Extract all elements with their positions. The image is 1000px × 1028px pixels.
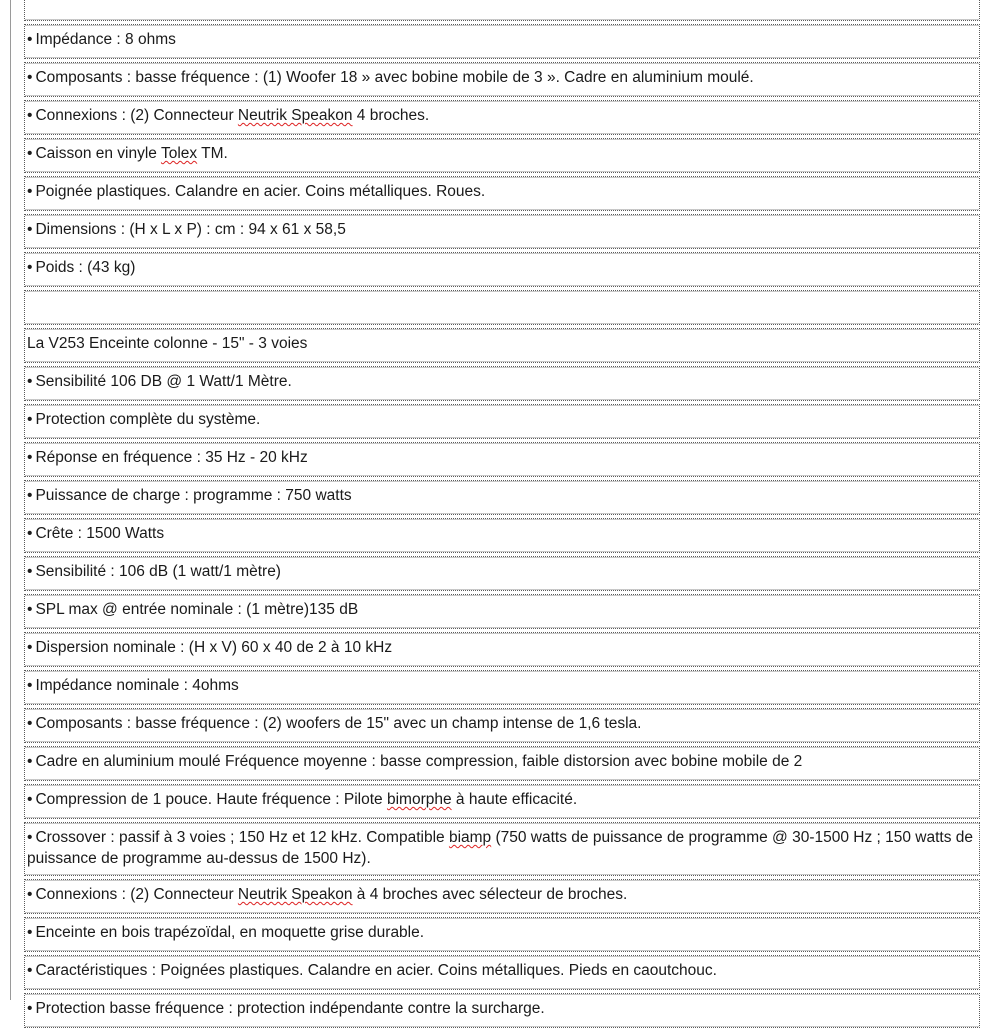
bullet-marker: • [27,69,33,86]
table-row[interactable] [24,556,980,591]
row-text: Caractéristiques : Poignées plastiques. Calandre en acier. Coins métalliques. Pieds en caoutchouc. [35,962,717,979]
row-text: Réponse en fréquence : 35 Hz - 20 kHz [35,449,308,466]
bullet-marker: • [27,411,33,428]
row-text: Poids : (43 kg) [35,259,136,276]
row-text: Composants : basse fréquence : (2) woofers de 15" avec un champ intense de 1,6 tesla. [35,715,642,732]
table-row[interactable] [24,24,980,59]
bullet-marker: • [27,107,33,124]
bullet-marker: • [27,221,33,238]
bullet-marker: • [27,791,33,808]
table-row[interactable] [24,100,980,135]
row-text: Puissance de charge : programme : 750 watts [35,487,352,504]
bullet-marker: • [27,924,33,941]
table-row[interactable] [24,290,980,325]
row-text: à 4 broches avec sélecteur de broches. [352,886,628,903]
row-text: Caisson en vinyle [35,145,161,162]
row-text: Protection basse fréquence : protection indépendante contre la surcharge. [35,1000,545,1017]
bullet-marker: • [27,715,33,732]
bullet-marker: • [27,639,33,656]
bullet-marker: • [27,753,33,770]
bullet-marker: • [27,886,33,903]
bullet-marker: • [27,487,33,504]
row-text: Composants : basse fréquence : (1) Woofer 18 » avec bobine mobile de 3 ». Cadre en aluminium moulé. [35,69,754,86]
bullet-marker: • [27,259,33,276]
table-row[interactable] [24,784,980,819]
row-text: Sensibilité : 106 dB (1 watt/1 mètre) [35,563,281,580]
row-text: Cadre en aluminium moulé Fréquence moyenne : basse compression, faible distorsion avec bobine mobile de 2 [35,753,803,770]
table-row[interactable] [24,879,980,914]
spellcheck-flagged-word: biamp [448,829,492,846]
table-row[interactable] [24,993,980,1028]
row-text: Dimensions : (H x L x P) : cm : 94 x 61 x 58,5 [35,221,346,238]
bullet-marker: • [27,525,33,542]
row-text: SPL max @ entrée nominale : (1 mètre)135 dB [35,601,359,618]
table-row[interactable] [24,955,980,990]
bullet-marker: • [27,601,33,618]
row-text: TM. [197,145,228,162]
table-row[interactable] [24,822,980,876]
spellcheck-flagged-word: Tolex [160,145,198,162]
bullet-marker: • [27,962,33,979]
table-row[interactable] [24,594,980,629]
row-text: 4 broches. [352,107,430,124]
row-text: Crête : 1500 Watts [35,525,165,542]
spellcheck-flagged-word: bimorphe [386,791,452,808]
table-row[interactable] [24,62,980,97]
table-row[interactable] [24,632,980,667]
table-row[interactable] [24,176,980,211]
table-row[interactable] [24,518,980,553]
bullet-marker: • [27,183,33,200]
row-text: Crossover : passif à 3 voies ; 150 Hz et 12 kHz. Compatible [35,829,449,846]
row-text: Poignée plastiques. Calandre en acier. Coins métalliques. Roues. [35,183,486,200]
table-row[interactable] [24,746,980,781]
row-text: Protection complète du système. [35,411,261,428]
row-text: La V253 Enceinte colonne - 15" - 3 voies [27,335,308,352]
table-row[interactable] [24,917,980,952]
table-row[interactable] [24,214,980,249]
table-row[interactable] [24,328,980,363]
table-row[interactable] [24,670,980,705]
row-text: Connexions : (2) Connecteur [35,107,238,124]
row-text: Connexions : (2) Connecteur [35,886,238,903]
table-row[interactable] [24,480,980,515]
table-row[interactable] [24,442,980,477]
row-text: à haute efficacité. [451,791,578,808]
bullet-marker: • [27,449,33,466]
row-text: (750 watts de puissance de programme @ 30-1500 Hz ; 150 watts de puissance de programme au-dessus de 1500 Hz). [27,829,974,867]
row-text: Enceinte en bois trapézoïdal, en moquette grise durable. [35,924,425,941]
bullet-marker: • [27,373,33,390]
row-text: Compression de 1 pouce. Haute fréquence : Pilote [35,791,387,808]
page-margin-line [10,0,11,1000]
bullet-marker: • [27,563,33,580]
table-row[interactable] [24,404,980,439]
row-text: Dispersion nominale : (H x V) 60 x 40 de 2 à 10 kHz [35,639,393,656]
bullet-marker: • [27,829,33,846]
document-page [24,0,980,1016]
spellcheck-flagged-word: Neutrik Speakon [237,886,353,903]
bullet-marker: • [27,1000,33,1017]
table-row[interactable] [24,252,980,287]
table-row[interactable] [24,366,980,401]
row-text: Impédance nominale : 4ohms [35,677,239,694]
row-text: Sensibilité 106 DB @ 1 Watt/1 Mètre. [35,373,292,390]
row-text: Impédance : 8 ohms [35,31,176,48]
table-row[interactable] [24,138,980,173]
spellcheck-flagged-word: Neutrik Speakon [237,107,353,124]
bullet-marker: • [27,145,33,162]
table-row[interactable] [24,708,980,743]
bullet-marker: • [27,677,33,694]
table-row[interactable] [24,0,980,21]
bullet-marker: • [27,31,33,48]
